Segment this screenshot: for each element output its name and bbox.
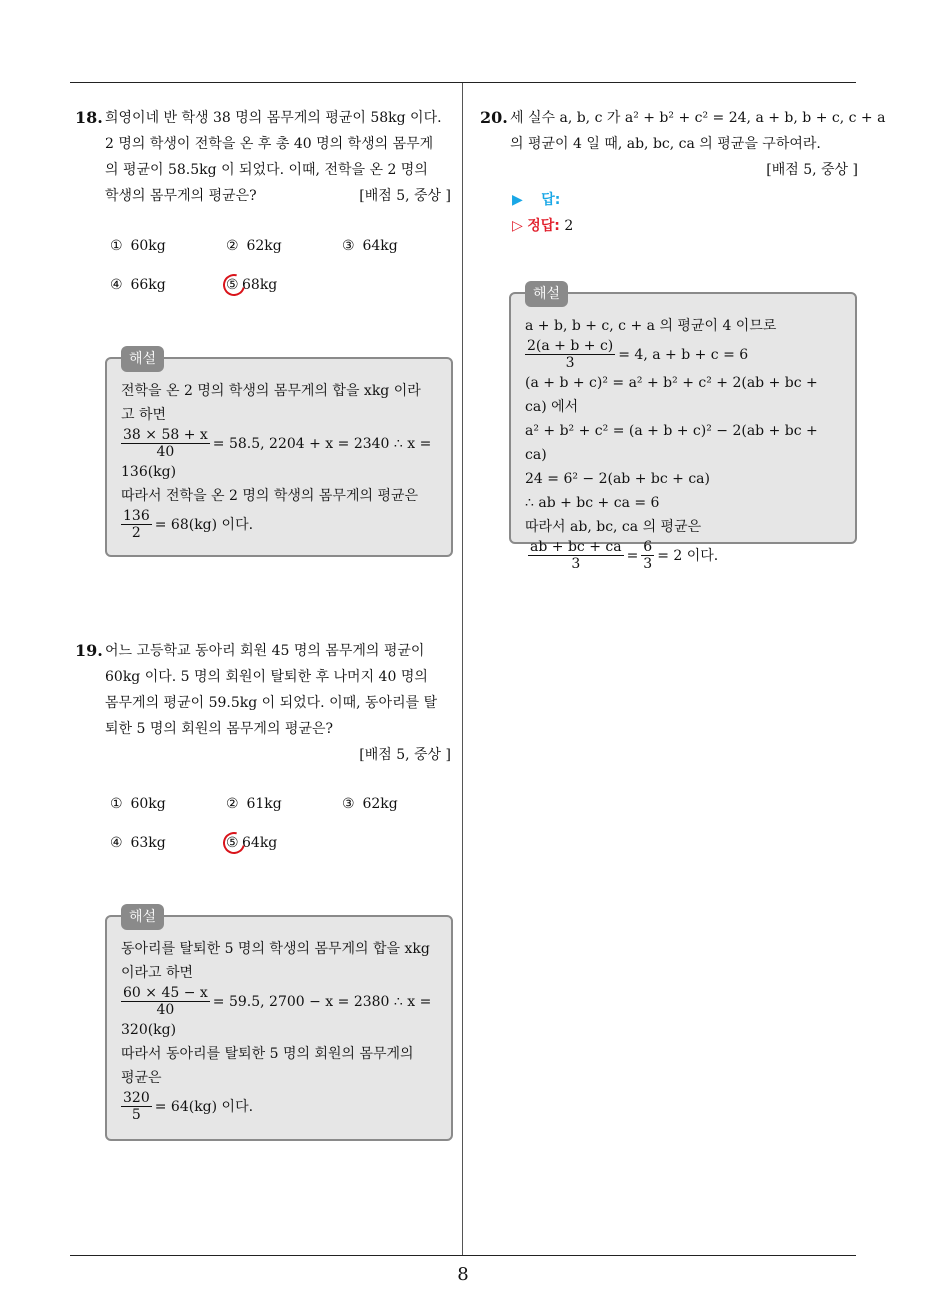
solution-line: (a + b + c)² = a² + b² + c² + 2(ab + bc + ca) 에서 [525,375,818,415]
fraction: $\frac{320}{5}$ [123,1090,150,1123]
fraction: $\frac{136}{2}$ [123,508,150,541]
score-label: [배점 5, 중상 ] [359,188,451,204]
solution-line: ∴ ab + bc + ca = 6 [525,495,660,511]
choice-4[interactable]: ④ 66kg [110,277,166,293]
choice-2[interactable]: ② 62kg [226,238,282,254]
question-number: 20. [480,108,508,127]
correct-arrow-icon: ▷ [512,218,523,234]
question-text-line: 세 실수 a, b, c 가 a² + b² + c² = 24, a + b, b + c, c + a [510,110,886,126]
choice-3[interactable]: ③ 64kg [342,238,398,254]
question-text-line: 희영이네 반 학생 38 명의 몸무게의 평균이 58kg 이다. [105,110,442,126]
fraction: $\frac{6}{3}$ [643,539,653,572]
solution-equation: $\frac{38 \times 58 + x}{40}$ = 58.5, 2204 + x = 2340 ∴ x = [123,427,432,460]
question-text-line: 어느 고등학교 동아리 회원 45 명의 몸무게의 평균이 [105,643,425,659]
choice-1[interactable]: ① 60kg [110,796,166,812]
question-19 [75,638,451,768]
fraction: $\frac{38 \times 58 + x}{40}$ [123,427,208,460]
fraction: $\frac{ab + bc + ca}{3}$ [530,539,622,572]
solution-line: 평균은 [121,1070,162,1086]
question-text: 학생의 몸무게의 평균은? [105,188,257,204]
page-number: 8 [457,1264,469,1285]
solution-line: a² + b² + c² = (a + b + c)² − 2(ab + bc + ca) [525,423,818,463]
top-rule [70,82,856,83]
question-text-line: 2 명의 학생이 전학을 온 후 총 40 명의 학생의 몸무게 [105,136,434,152]
solution-line: 136(kg) [121,464,177,480]
answer-label: 답: [541,192,561,208]
answer-area [512,187,573,239]
choice-3[interactable]: ③ 62kg [342,796,398,812]
solution-line: 320(kg) [121,1022,177,1038]
solution-line: 이라고 하면 [121,965,194,981]
question-18 [75,105,451,209]
question-20 [480,105,886,183]
solution-tag: 해설 [525,281,568,307]
choice-2[interactable]: ② 61kg [226,796,282,812]
answer-circle-icon [219,270,249,300]
solution-tag: 해설 [121,346,164,372]
answer-row[interactable] [512,187,573,213]
question-number: 19. [75,641,103,660]
solution-line: 동아리를 탈퇴한 5 명의 학생의 몸무게의 합을 xkg [121,941,430,957]
choice-5-selected[interactable]: ⑤ 68kg [226,277,277,293]
answer-circle-icon [219,828,249,858]
choice-5-selected[interactable]: ⑤ 64kg [226,835,277,851]
solution-equation: $\frac{2(a + b + c)}{3}$ = 4, a + b + c = 6 [527,338,749,371]
solution-box-18 [105,351,453,557]
solution-equation: $\frac{60 \times 45 - x}{40}$ = 59.5, 2700 − x = 2380 ∴ x = [123,985,432,1018]
question-text-line: 몸무게의 평균이 59.5kg 이 되었다. 이때, 동아리를 탈 [105,695,438,711]
question-number: 18. [75,108,103,127]
solution-line: 따라서 동아리를 탈퇴한 5 명의 회원의 몸무게의 [121,1046,414,1062]
solution-tag: 해설 [121,904,164,930]
bottom-rule [70,1255,856,1256]
choice-4[interactable]: ④ 63kg [110,835,166,851]
question-text-line: 의 평균이 58.5kg 이 되었다. 이때, 전학을 온 2 명의 [105,162,428,178]
solution-box-20 [509,286,857,572]
solution-line: 따라서 전학을 온 2 명의 학생의 몸무게의 평균은 [121,488,419,504]
question-text-line: 의 평균이 4 일 때, ab, bc, ca 의 평균을 구하여라. [510,136,821,152]
fraction: $\frac{2(a + b + c)}{3}$ [527,338,614,371]
solution-final: $\frac{320}{5}$ = 64(kg) 이다. [123,1090,254,1123]
correct-answer-row [512,213,573,239]
solution-line: 따라서 ab, bc, ca 의 평균은 [525,519,702,535]
score-label: [배점 5, 중상 ] [359,747,451,763]
score-label: [배점 5, 중상 ] [766,162,858,178]
solution-line: 전학을 온 2 명의 학생의 몸무게의 합을 xkg 이라 [121,383,421,399]
column-divider [462,83,463,1256]
question-text-line [105,183,451,209]
solution-line: a + b, b + c, c + a 의 평균이 4 이므로 [525,318,777,334]
correct-value: 2 [564,218,574,234]
solution-final: $\frac{136}{2}$ = 68(kg) 이다. [123,508,254,541]
question-text-line: 퇴한 5 명의 회원의 몸무게의 평균은? [105,721,333,737]
answer-arrow-icon: ▶ [512,192,523,208]
solution-box-19 [105,909,453,1141]
choice-1[interactable]: ① 60kg [110,238,166,254]
solution-final: $\frac{ab + bc + ca}{3}$ = $\frac{6}{3}$ = 2 이다. [530,539,719,572]
solution-line: 24 = 6² − 2(ab + bc + ca) [525,471,710,487]
correct-label: 정답: [527,218,560,234]
solution-line: 고 하면 [121,407,167,423]
question-text-line: 60kg 이다. 5 명의 회원이 탈퇴한 후 나머지 40 명의 [105,669,428,685]
fraction: $\frac{60 \times 45 - x}{40}$ [123,985,208,1018]
